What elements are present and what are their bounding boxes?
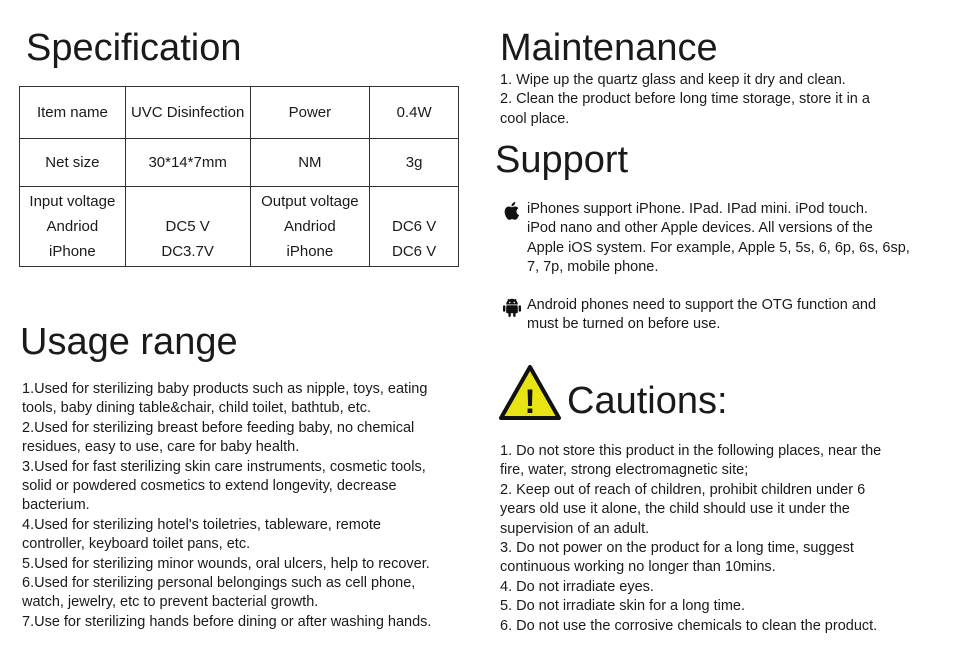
spec-cell [250,187,370,267]
spec-cell [370,187,459,267]
maintenance-line: 1. Wipe up the quartz glass and keep it dry and clean. [500,72,846,88]
usage-line: residues, easy to use, care for baby health. [22,439,300,456]
android-support-line: Android phones need to support the OTG function and [527,297,877,313]
support-heading: Support [495,139,629,181]
spec-value: DC3.7V [161,243,214,260]
spec-cell: Net size [20,139,126,187]
apple-support-line: iPod nano and other Apple devices. All versions of the [527,220,873,237]
usage-line: tools, baby dining table&chair, child toilet, bathtub, etc. [22,400,372,417]
usage-line: 1.Used for sterilizing baby products such as nipple, toys, eating [22,381,428,397]
spec-row-voltage [20,187,459,267]
usage-line: solid or powdered cosmetics to extend longevity, decrease [22,478,397,495]
usage-range-list [22,380,484,632]
cautions-heading: Cautions: [567,380,728,422]
spec-value: Andriod [46,218,99,235]
usage-line: 4.Used for sterilizing hotel's toiletries, tableware, remote [22,516,381,533]
spec-table [19,86,459,267]
apple-support-line: 7, 7p, mobile phone. [527,259,659,276]
caution-line: 2. Keep out of reach of children, prohibit children under 6 [500,481,866,498]
caution-line: 6. Do not use the corrosive chemicals to clean the product. [500,617,878,634]
caution-line: 5. Do not irradiate skin for a long time. [500,598,746,615]
spec-row-size [20,139,459,187]
apple-support-line: iPhones support iPhone. IPad. IPad mini. iPod touch. [527,201,868,217]
maintenance-list [500,71,940,129]
spec-value: iPhone [49,243,96,260]
spec-cell: Item name [20,87,126,139]
caution-line: 3. Do not power on the product for a long time, suggest [500,540,854,557]
spec-cell: 30*14*7mm [125,139,250,187]
cautions-list [500,442,940,636]
apple-support-item [500,200,958,278]
spec-cell: UVC Disinfection [125,87,250,139]
android-support-item [500,296,940,335]
caution-line: 4. Do not irradiate eyes. [500,578,654,595]
caution-line: years old use it alone, the child should use it under the [500,501,850,518]
usage-line: 6.Used for sterilizing personal belongings such as cell phone, [22,575,416,592]
spec-row-item [20,87,459,139]
apple-support-line: Apple iOS system. For example, Apple 5, 5s, 6, 6p, 6s, 6sp, [527,239,910,256]
usage-range-heading: Usage range [20,321,238,363]
usage-line: 2.Used for sterilizing breast before feeding baby, no chemical [22,419,415,436]
usage-line: bacterium. [22,497,90,514]
caution-line: continuous working no longer than 10mins. [500,559,776,576]
spec-cell [20,187,126,267]
spec-cell: Power [250,87,370,139]
input-voltage-label: Input voltage [29,193,116,210]
usage-line: watch, jewelry, etc to prevent bacterial growth. [22,594,319,611]
usage-line: controller, keyboard toilet pans, etc. [22,536,251,553]
apple-support-text [527,200,910,278]
caution-line: fire, water, strong electromagnetic site; [500,462,749,479]
usage-line: 7.Use for sterilizing hands before dining or after washing hands. [22,613,432,630]
caution-line: 1. Do not store this product in the following places, near the [500,443,882,459]
warning-triangle-icon [498,364,562,421]
usage-line: 3.Used for fast sterilizing skin care instruments, cosmetic tools, [22,458,426,475]
spec-value: Andriod [284,218,336,235]
android-support-text [527,296,876,335]
apple-logo-icon [500,200,526,229]
maintenance-line: 2. Clean the product before long time storage, store it in a [500,91,870,108]
spec-value: DC5 V [165,218,210,235]
spec-value: DC6 V [392,243,437,260]
maintenance-line: cool place. [500,110,570,127]
spec-value: DC6 V [392,218,437,235]
warning-symbol: ! [524,383,536,421]
spec-cell: 0.4W [370,87,459,139]
maintenance-heading: Maintenance [500,27,718,69]
specification-heading: Specification [26,27,242,69]
output-voltage-label: Output voltage [261,193,359,210]
spec-cell: NM [250,139,370,187]
android-robot-icon [500,296,526,325]
caution-line: supervision of an adult. [500,520,650,537]
usage-line: 5.Used for sterilizing minor wounds, oral ulcers, help to recover. [22,555,430,572]
android-support-line: must be turned on before use. [527,316,721,333]
spec-cell [125,187,250,267]
spec-cell: 3g [370,139,459,187]
spec-value: iPhone [286,243,334,260]
